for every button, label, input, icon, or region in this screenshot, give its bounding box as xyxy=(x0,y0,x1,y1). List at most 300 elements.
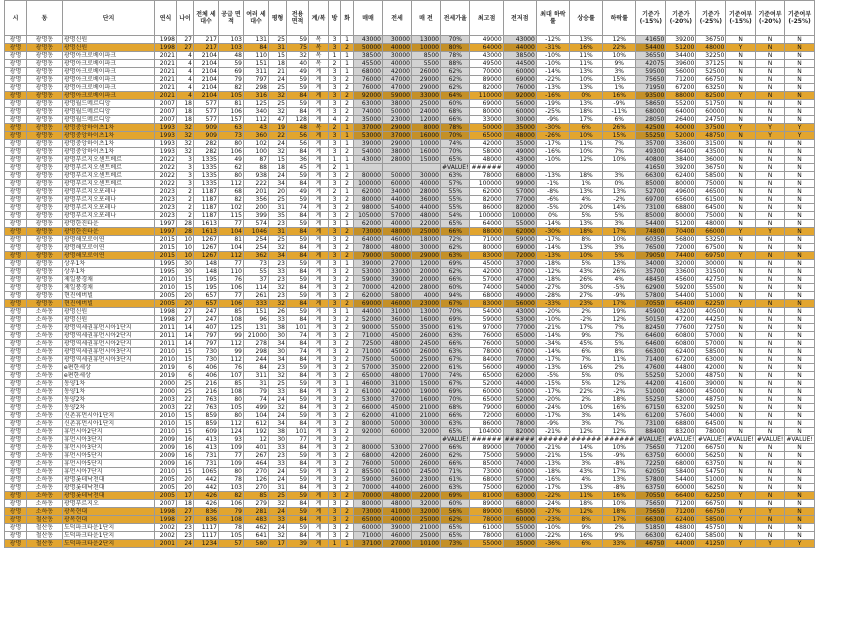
table-cell[interactable]: 소하동 xyxy=(27,452,63,460)
table-cell[interactable]: 1335 xyxy=(194,180,219,188)
table-cell[interactable]: 3 xyxy=(329,44,341,52)
column-header[interactable]: 기준가 (-25%) xyxy=(696,1,726,36)
table-cell[interactable]: N xyxy=(755,364,784,372)
table-cell[interactable]: 계 xyxy=(309,324,329,332)
table-cell[interactable]: 2 xyxy=(341,388,354,396)
table-cell[interactable]: N xyxy=(785,516,814,524)
table-cell[interactable]: 소하동 xyxy=(27,404,63,412)
table-cell[interactable]: 13% xyxy=(570,68,603,76)
table-cell[interactable]: 광명 xyxy=(5,292,27,300)
table-cell[interactable]: 3 xyxy=(329,468,341,476)
table-cell[interactable]: 23000 xyxy=(412,476,441,484)
table-cell[interactable]: 2023 xyxy=(155,212,177,220)
table-cell[interactable]: 57000 xyxy=(503,476,536,484)
table-cell[interactable]: 3 xyxy=(329,308,341,316)
table-cell[interactable]: 80000 xyxy=(354,172,383,180)
table-cell[interactable]: 계 xyxy=(309,268,329,276)
table-cell[interactable]: 15 xyxy=(177,348,194,356)
table-cell[interactable]: 46750 xyxy=(636,540,666,548)
table-cell[interactable]: 80000 xyxy=(666,212,696,220)
table-cell[interactable]: 20 xyxy=(177,476,194,484)
table-cell[interactable]: 62% xyxy=(441,452,470,460)
table-cell[interactable]: 광명 xyxy=(5,260,27,268)
table-cell[interactable]: 24000 xyxy=(412,108,441,116)
table-cell[interactable]: 62000 xyxy=(503,372,536,380)
table-cell[interactable]: ###### xyxy=(604,436,635,443)
table-cell[interactable]: 81000 xyxy=(470,492,503,500)
table-cell[interactable]: 71000 xyxy=(354,532,383,540)
table-cell[interactable]: 계 xyxy=(309,436,329,444)
table-cell[interactable]: 30 xyxy=(269,436,287,444)
table-cell[interactable]: 광명 xyxy=(5,276,27,284)
table-cell[interactable]: 9% xyxy=(603,60,636,68)
table-cell[interactable]: N xyxy=(785,76,814,84)
table-cell[interactable]: 50000 xyxy=(383,252,412,260)
table-cell[interactable]: 59000 xyxy=(354,476,383,484)
table-cell[interactable]: 29000 xyxy=(383,140,412,148)
table-cell[interactable]: 45000 xyxy=(383,332,412,340)
table-cell[interactable]: 110000 xyxy=(470,92,503,100)
table-cell[interactable]: 195 xyxy=(194,284,219,292)
table-cell[interactable]: 2003 xyxy=(155,396,177,404)
table-cell[interactable]: 39000 xyxy=(354,260,383,268)
table-cell[interactable]: 86000 xyxy=(470,204,503,212)
table-cell[interactable]: 2 xyxy=(341,284,354,292)
table-cell[interactable]: 광명동 xyxy=(27,188,63,196)
table-cell[interactable]: 74 xyxy=(287,332,309,340)
table-cell[interactable]: 62400 xyxy=(666,532,696,540)
table-cell[interactable]: -8% xyxy=(603,460,636,468)
table-cell[interactable]: N xyxy=(726,148,755,156)
table-cell[interactable]: 26% xyxy=(603,268,636,276)
table-cell[interactable]: 406 xyxy=(194,372,219,380)
table-cell[interactable]: N xyxy=(785,356,814,364)
table-cell[interactable]: 광명동 xyxy=(27,164,63,172)
table-cell[interactable]: 광명동 xyxy=(27,252,63,260)
table-cell[interactable]: N xyxy=(785,44,814,52)
table-cell[interactable]: -21% xyxy=(536,452,569,460)
table-cell[interactable]: 14 xyxy=(177,324,194,332)
table-cell[interactable]: 89000 xyxy=(470,508,503,516)
table-cell[interactable]: 25 xyxy=(269,380,287,388)
table-cell[interactable]: 93 xyxy=(219,436,244,444)
table-cell[interactable]: 광명월드메르디앙 xyxy=(63,116,155,124)
table-cell[interactable]: 4 xyxy=(177,84,194,92)
column-header[interactable]: 기준가 (-15%) xyxy=(636,1,666,36)
table-cell[interactable]: 426 xyxy=(194,492,219,500)
table-cell[interactable]: N xyxy=(785,460,814,468)
table-cell[interactable]: 56000 xyxy=(666,68,696,76)
table-cell[interactable]: 50150 xyxy=(636,316,666,324)
table-cell[interactable]: 27 xyxy=(177,36,194,44)
column-header[interactable]: 기준여부 (-25%) xyxy=(785,1,814,36)
table-cell[interactable]: #VALUE! xyxy=(442,164,469,171)
table-cell[interactable]: 16% xyxy=(570,532,603,540)
table-cell[interactable]: 15% xyxy=(603,132,636,140)
table-cell[interactable]: 577 xyxy=(194,116,219,124)
table-cell[interactable]: 30 xyxy=(269,332,287,340)
table-cell[interactable]: 1 xyxy=(329,52,341,60)
table-cell[interactable]: 2011 xyxy=(155,324,177,332)
table-cell[interactable]: N xyxy=(755,68,784,76)
table-cell[interactable]: 1 xyxy=(341,308,354,316)
table-cell[interactable]: 106 xyxy=(219,284,244,292)
table-cell[interactable]: 광명 xyxy=(5,524,27,532)
table-cell[interactable]: N xyxy=(785,244,814,252)
table-cell[interactable]: 30000 xyxy=(412,420,441,428)
table-cell[interactable]: 소하동 xyxy=(27,316,63,324)
table-cell[interactable]: N xyxy=(755,340,784,348)
table-cell[interactable]: 85 xyxy=(219,308,244,316)
table-cell[interactable]: 39200 xyxy=(666,164,696,172)
table-cell[interactable]: 78 xyxy=(219,476,244,484)
table-cell[interactable]: 37 xyxy=(244,276,269,284)
table-cell[interactable]: 광명동 xyxy=(27,244,63,252)
table-cell[interactable]: 34400 xyxy=(666,52,696,60)
table-cell[interactable]: 103 xyxy=(219,36,244,44)
table-cell[interactable]: 3 xyxy=(329,492,341,500)
table-cell[interactable]: 82500 xyxy=(696,92,726,100)
table-cell[interactable]: 45500 xyxy=(354,60,383,68)
table-cell[interactable]: 84 xyxy=(244,44,269,52)
table-cell[interactable]: 44000 xyxy=(383,484,412,492)
table-cell[interactable]: -9% xyxy=(536,116,569,124)
table-cell[interactable]: 59 xyxy=(287,308,309,316)
table-cell[interactable]: 2010 xyxy=(155,284,177,292)
table-cell[interactable]: -34% xyxy=(536,340,569,348)
table-cell[interactable]: Y xyxy=(726,508,755,516)
table-cell[interactable]: 광명 xyxy=(5,468,27,476)
table-cell[interactable]: 3 xyxy=(329,212,341,220)
table-cell[interactable]: 27000 xyxy=(383,540,412,548)
table-cell[interactable]: N xyxy=(726,196,755,204)
table-cell[interactable]: 31 xyxy=(269,228,287,236)
table-cell[interactable]: 11% xyxy=(603,356,636,364)
table-cell[interactable]: 65000 xyxy=(503,508,536,516)
table-cell[interactable]: 광명 xyxy=(5,492,27,500)
table-cell[interactable]: 3 xyxy=(329,436,341,444)
table-cell[interactable]: 10% xyxy=(570,404,603,412)
table-cell[interactable]: 3 xyxy=(329,140,341,148)
table-cell[interactable]: 3 xyxy=(329,172,341,180)
table-cell[interactable]: 3 xyxy=(329,84,341,92)
table-cell[interactable]: N xyxy=(785,172,814,180)
table-cell[interactable]: 59000 xyxy=(503,236,536,244)
table-cell[interactable]: 광명동 xyxy=(27,204,63,212)
table-cell[interactable]: 80000 xyxy=(354,444,383,452)
table-cell[interactable]: 3 xyxy=(329,444,341,452)
table-cell[interactable]: 73000 xyxy=(354,228,383,236)
table-cell[interactable]: 광명동 xyxy=(27,268,63,276)
table-cell[interactable]: 54000 xyxy=(696,412,726,420)
table-cell[interactable]: 12000 xyxy=(412,116,441,124)
table-cell[interactable]: 282 xyxy=(194,140,219,148)
table-cell[interactable]: 3 xyxy=(329,236,341,244)
table-cell[interactable]: N xyxy=(785,484,814,492)
table-cell[interactable]: 109 xyxy=(219,460,244,468)
table-cell[interactable]: 58000 xyxy=(383,292,412,300)
table-cell[interactable]: 102 xyxy=(219,204,244,212)
table-cell[interactable]: 6 xyxy=(177,372,194,380)
table-cell[interactable]: 계 xyxy=(309,252,329,260)
table-cell[interactable]: 43200 xyxy=(666,308,696,316)
table-cell[interactable]: 50000 xyxy=(383,356,412,364)
table-cell[interactable]: 15 xyxy=(177,412,194,420)
table-cell[interactable]: 333 xyxy=(244,300,269,308)
table-cell[interactable]: 76000 xyxy=(470,332,503,340)
table-cell[interactable]: 계 xyxy=(309,284,329,292)
table-cell[interactable] xyxy=(412,164,441,172)
column-header[interactable]: 평형 xyxy=(269,1,287,36)
table-cell[interactable]: N xyxy=(726,340,755,348)
table-cell[interactable]: 48000 xyxy=(383,228,412,236)
table-cell[interactable]: 24500 xyxy=(412,468,441,476)
table-cell[interactable]: 32000 xyxy=(412,428,441,436)
table-cell[interactable]: 1993 xyxy=(155,148,177,156)
table-cell[interactable]: 84 xyxy=(287,92,309,100)
table-cell[interactable]: 55200 xyxy=(666,100,696,108)
table-cell[interactable]: -17% xyxy=(536,388,569,396)
table-cell[interactable]: 59000 xyxy=(470,316,503,324)
table-cell[interactable]: 278 xyxy=(244,340,269,348)
column-header[interactable]: 하락률 xyxy=(603,1,636,36)
table-cell[interactable]: -14% xyxy=(536,348,569,356)
table-cell[interactable]: ###### xyxy=(471,164,502,171)
table-cell[interactable]: N xyxy=(726,284,755,292)
table-cell[interactable]: 10% xyxy=(570,76,603,84)
table-cell[interactable]: 철산동 xyxy=(27,540,63,548)
table-cell[interactable]: N xyxy=(726,396,755,404)
table-cell[interactable]: N xyxy=(755,316,784,324)
table-cell[interactable]: N xyxy=(755,276,784,284)
table-cell[interactable]: N xyxy=(785,452,814,460)
table-cell[interactable]: N xyxy=(785,268,814,276)
table-cell[interactable]: 2001 xyxy=(155,540,177,548)
table-cell[interactable]: 7% xyxy=(603,140,636,148)
table-cell[interactable]: 80 xyxy=(219,396,244,404)
table-cell[interactable]: 106 xyxy=(219,148,244,156)
table-cell[interactable]: N xyxy=(726,84,755,92)
table-cell[interactable]: 59 xyxy=(219,60,244,68)
table-cell[interactable]: 소하동 xyxy=(27,460,63,468)
table-cell[interactable]: N xyxy=(726,476,755,484)
table-cell[interactable]: 1187 xyxy=(194,204,219,212)
table-cell[interactable]: 1267 xyxy=(194,244,219,252)
table-cell[interactable]: 31 xyxy=(269,44,287,52)
table-cell[interactable]: 14 xyxy=(177,332,194,340)
table-cell[interactable]: 2021 xyxy=(155,76,177,84)
table-cell[interactable]: N xyxy=(755,476,784,484)
table-cell[interactable]: 3 xyxy=(329,100,341,108)
table-cell[interactable]: 2 xyxy=(341,348,354,356)
table-cell[interactable]: 도덕파크타운1단지 xyxy=(63,532,155,540)
table-cell[interactable]: 62% xyxy=(441,268,470,276)
table-cell[interactable]: 55 xyxy=(244,268,269,276)
table-cell[interactable]: 311 xyxy=(244,372,269,380)
table-cell[interactable]: 2 xyxy=(341,452,354,460)
table-cell[interactable]: 19 xyxy=(269,124,287,132)
table-cell[interactable]: N xyxy=(755,500,784,508)
table-cell[interactable]: 84 xyxy=(244,364,269,372)
table-cell[interactable]: 59 xyxy=(287,380,309,388)
table-cell[interactable]: 계 xyxy=(309,132,329,140)
table-cell[interactable]: 2003 xyxy=(155,404,177,412)
table-cell[interactable]: 48000 xyxy=(383,340,412,348)
table-cell[interactable]: 40 xyxy=(287,60,309,68)
table-cell[interactable]: 112 xyxy=(219,180,244,188)
table-cell[interactable]: 3 xyxy=(177,156,194,164)
table-cell[interactable]: 현진에버빌 xyxy=(63,292,155,300)
table-cell[interactable]: 35000 xyxy=(503,140,536,148)
table-cell[interactable]: 휴먼시아3단지 xyxy=(63,436,155,444)
table-cell[interactable]: 30 xyxy=(177,268,194,276)
table-cell[interactable]: 27 xyxy=(177,44,194,52)
table-cell[interactable]: 26000 xyxy=(412,68,441,76)
table-cell[interactable]: N xyxy=(755,76,784,84)
table-cell[interactable]: 401 xyxy=(244,444,269,452)
table-cell[interactable]: -27% xyxy=(536,284,569,292)
table-cell[interactable]: N xyxy=(726,260,755,268)
table-cell[interactable]: 70550 xyxy=(636,492,666,500)
table-cell[interactable]: 70000 xyxy=(354,492,383,500)
table-cell[interactable]: 3 xyxy=(329,36,341,44)
table-cell[interactable]: 소하동 xyxy=(27,484,63,492)
table-cell[interactable]: 71400 xyxy=(636,356,666,364)
table-cell[interactable]: 48000 xyxy=(383,500,412,508)
table-cell[interactable]: 70400 xyxy=(666,228,696,236)
table-cell[interactable]: 광복현대 xyxy=(63,508,155,516)
table-cell[interactable]: 21 xyxy=(269,68,287,76)
table-cell[interactable]: 10 xyxy=(177,252,194,260)
table-cell[interactable]: 13% xyxy=(603,260,636,268)
table-cell[interactable]: 60000 xyxy=(383,180,412,188)
table-cell[interactable]: 계 xyxy=(309,108,329,116)
column-header[interactable]: 전용 면적 xyxy=(287,1,309,36)
table-cell[interactable]: 상우1차 xyxy=(63,268,155,276)
table-cell[interactable]: #VALUE! xyxy=(786,436,813,443)
table-cell[interactable]: 계 xyxy=(309,484,329,492)
table-cell[interactable]: 1335 xyxy=(194,164,219,172)
table-cell[interactable]: N xyxy=(726,532,755,540)
table-cell[interactable]: 407 xyxy=(194,324,219,332)
table-cell[interactable]: 1 xyxy=(341,132,354,140)
table-cell[interactable]: 2 xyxy=(341,396,354,404)
table-cell[interactable]: 82 xyxy=(219,196,244,204)
table-cell[interactable]: 신촌휴먼시아1단지 xyxy=(63,412,155,420)
table-cell[interactable]: 32 xyxy=(269,284,287,292)
table-cell[interactable]: 39000 xyxy=(383,276,412,284)
table-cell[interactable]: 84 xyxy=(287,420,309,428)
table-cell[interactable]: 71200 xyxy=(666,76,696,84)
table-cell[interactable]: 광명아크로베이파크 xyxy=(63,76,155,84)
table-cell[interactable]: 광명푸르지오센트베르 xyxy=(63,156,155,164)
table-cell[interactable]: N xyxy=(726,52,755,60)
table-cell[interactable]: 8000 xyxy=(412,124,441,132)
table-cell[interactable]: 광명신원 xyxy=(63,316,155,324)
table-cell[interactable]: 계 xyxy=(309,292,329,300)
table-cell[interactable]: 1187 xyxy=(194,188,219,196)
table-cell[interactable]: 23% xyxy=(570,300,603,308)
table-cell[interactable]: 계 xyxy=(309,420,329,428)
table-cell[interactable]: 938 xyxy=(244,172,269,180)
table-cell[interactable]: 48000 xyxy=(470,156,503,164)
table-cell[interactable]: 88000 xyxy=(666,92,696,100)
table-cell[interactable]: 30000 xyxy=(412,172,441,180)
table-cell[interactable]: -13% xyxy=(536,460,569,468)
table-cell[interactable]: 2005 xyxy=(155,484,177,492)
table-cell[interactable]: 14% xyxy=(603,412,636,420)
table-cell[interactable]: 66% xyxy=(441,116,470,124)
table-cell[interactable]: 11% xyxy=(570,60,603,68)
table-cell[interactable]: 76000 xyxy=(354,84,383,92)
table-cell[interactable]: 74000 xyxy=(470,284,503,292)
table-cell[interactable]: 17 xyxy=(177,492,194,500)
table-cell[interactable]: 101 xyxy=(287,324,309,332)
table-cell[interactable]: 82000 xyxy=(503,428,536,436)
table-cell[interactable]: 399 xyxy=(244,212,269,220)
table-cell[interactable]: 60000 xyxy=(503,412,536,420)
table-cell[interactable]: 77600 xyxy=(666,324,696,332)
table-cell[interactable]: 58500 xyxy=(696,516,726,524)
table-cell[interactable]: 60000 xyxy=(696,108,726,116)
table-cell[interactable]: 57000 xyxy=(470,276,503,284)
table-cell[interactable]: 80 xyxy=(219,172,244,180)
table-cell[interactable]: -14% xyxy=(536,220,569,228)
table-cell[interactable]: 광명동 xyxy=(27,108,63,116)
table-cell[interactable]: 3 xyxy=(329,508,341,516)
table-cell[interactable]: N xyxy=(755,92,784,100)
table-cell[interactable]: 62400 xyxy=(666,348,696,356)
table-cell[interactable]: 7% xyxy=(603,148,636,156)
table-cell[interactable]: 81 xyxy=(219,100,244,108)
table-cell[interactable]: 24 xyxy=(269,172,287,180)
table-cell[interactable]: -9% xyxy=(603,452,636,460)
table-cell[interactable]: 69 xyxy=(219,68,244,76)
table-cell[interactable]: 62250 xyxy=(696,300,726,308)
table-cell[interactable]: 광명 xyxy=(5,172,27,180)
table-cell[interactable]: N xyxy=(785,68,814,76)
table-cell[interactable]: 49 xyxy=(219,156,244,164)
table-cell[interactable]: 17% xyxy=(603,468,636,476)
table-cell[interactable]: 2 xyxy=(341,268,354,276)
table-cell[interactable]: 70% xyxy=(441,36,470,44)
table-cell[interactable]: 광명 xyxy=(5,340,27,348)
table-cell[interactable]: 97000 xyxy=(470,324,503,332)
table-cell[interactable]: 계 xyxy=(309,396,329,404)
table-cell[interactable]: 26% xyxy=(603,124,636,132)
table-cell[interactable]: 15 xyxy=(269,52,287,60)
table-cell[interactable]: 60800 xyxy=(666,332,696,340)
table-cell[interactable]: 51200 xyxy=(666,220,696,228)
table-cell[interactable]: 47200 xyxy=(666,316,696,324)
table-cell[interactable]: e편한세상 xyxy=(63,372,155,380)
table-cell[interactable]: 105 xyxy=(219,92,244,100)
table-cell[interactable]: -25% xyxy=(536,108,569,116)
table-cell[interactable]: 1 xyxy=(341,60,354,68)
table-cell[interactable]: 76000 xyxy=(470,340,503,348)
table-cell[interactable]: Y xyxy=(726,516,755,524)
table-cell[interactable]: 107 xyxy=(219,372,244,380)
table-cell[interactable]: N xyxy=(785,300,814,308)
table-cell[interactable]: 83000 xyxy=(470,252,503,260)
table-cell[interactable]: 57600 xyxy=(666,412,696,420)
table-cell[interactable]: 1234 xyxy=(194,540,219,548)
table-cell[interactable]: 201 xyxy=(244,188,269,196)
table-cell[interactable]: 22 xyxy=(269,132,287,140)
table-cell[interactable]: 1993 xyxy=(155,140,177,148)
table-cell[interactable]: 80000 xyxy=(470,244,503,252)
table-cell[interactable]: 60000 xyxy=(470,388,503,396)
